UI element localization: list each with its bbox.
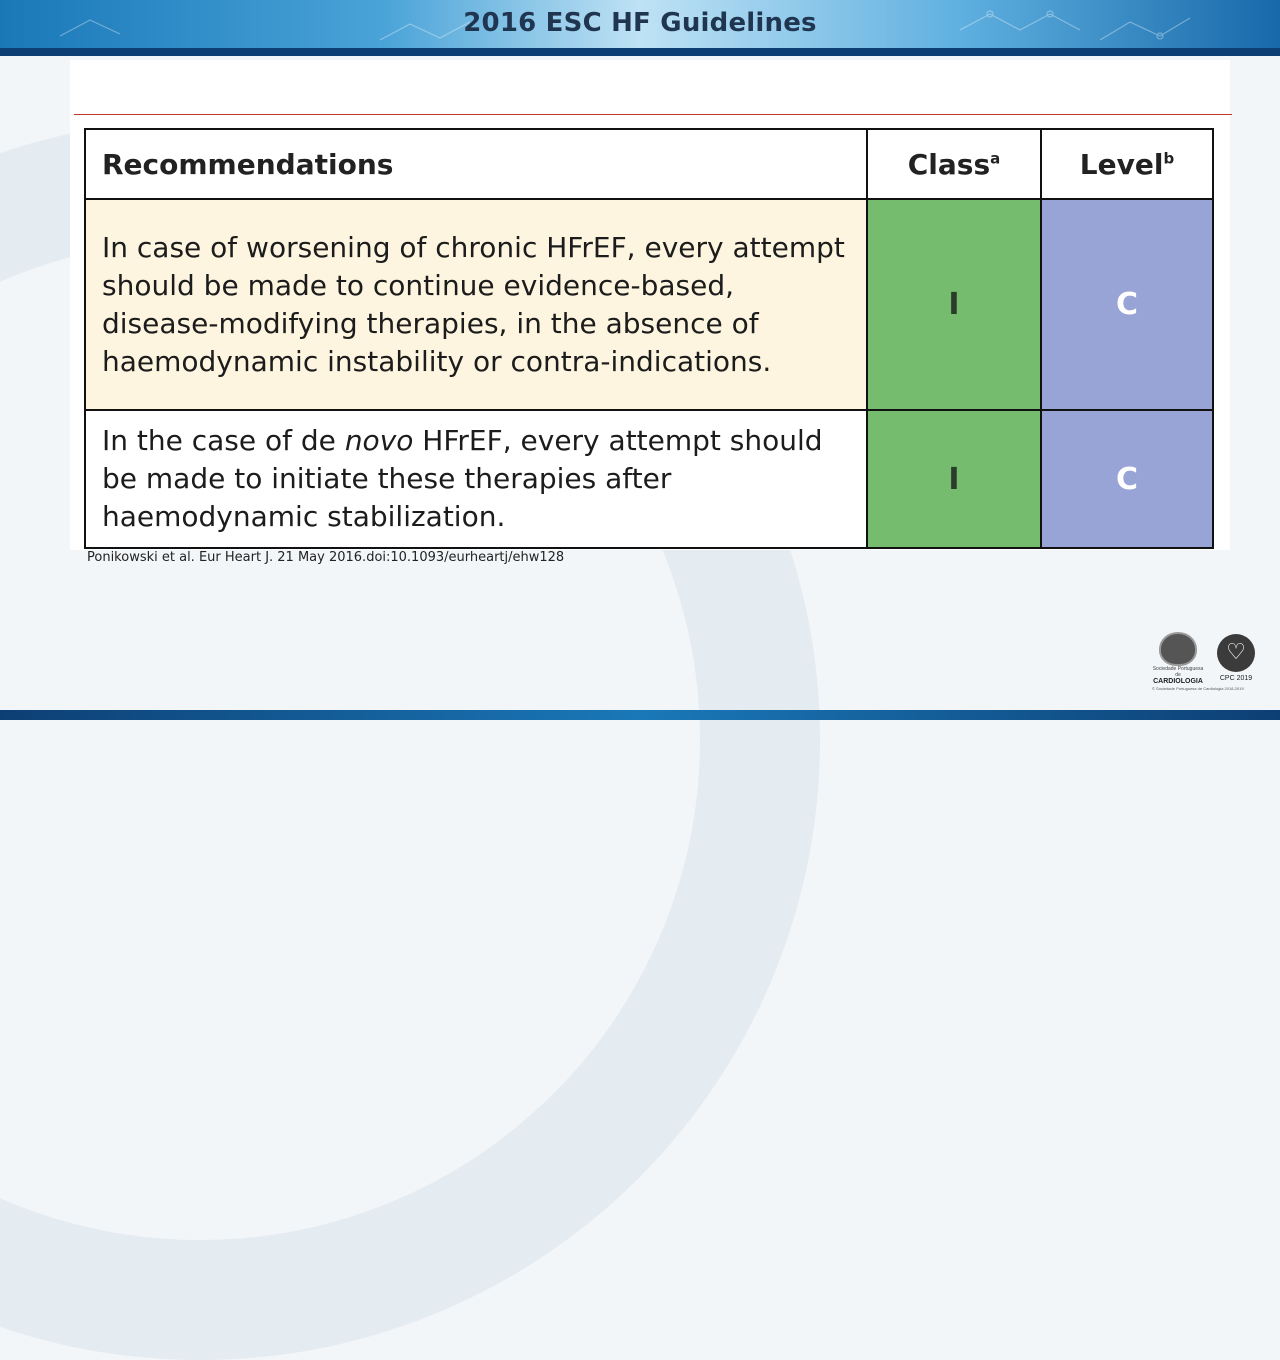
recommendation-text [85, 410, 867, 548]
table-row [85, 199, 1213, 410]
header-class-superscript: a [990, 149, 1001, 168]
header-class [867, 129, 1041, 199]
header-class-label: Class [907, 147, 991, 181]
divider-line [74, 114, 1232, 115]
spc-logo-name: CARDIOLOGIA [1153, 678, 1203, 685]
header-level [1041, 129, 1213, 199]
spc-logo-subtitle: Sociedade Portuguesa de [1152, 666, 1204, 678]
header-bar [0, 0, 1280, 56]
page-title: 2016 ESC HF Guidelines [463, 8, 817, 38]
recommendation-text-part: In the case of de [102, 424, 345, 457]
footer-bar [0, 710, 1280, 720]
class-cell: I [867, 199, 1041, 410]
recommendation-text-part: HFrEF, every attempt should be made to initiate these therapies after haemodynamic stabilization. [102, 424, 823, 533]
header-recommendations: Recommendations [85, 129, 867, 199]
cpc-logo-name: CPC 2019 [1219, 675, 1253, 682]
spc-logo [1150, 632, 1206, 685]
recommendation-text-italic: novo [344, 424, 414, 457]
header-level-label: Level [1079, 147, 1164, 181]
level-cell: C [1041, 199, 1213, 410]
heart-logo-icon [1159, 632, 1197, 666]
citation: Ponikowski et al. Eur Heart J. 21 May 2016.doi:10.1093/eurheartj/ehw128 [87, 550, 565, 565]
cpc-heart-icon: ♡ [1217, 634, 1255, 672]
cpc-logo [1214, 634, 1258, 682]
class-cell: I [867, 410, 1041, 548]
header-strip [0, 48, 1280, 56]
logo-footer-text: © Sociedade Portuguesa de Cardiologia 2018-2019 [1152, 686, 1244, 691]
table-row [85, 410, 1213, 548]
recommendations-table [84, 128, 1214, 549]
level-cell: C [1041, 410, 1213, 548]
table-header-row [85, 129, 1213, 199]
recommendation-text: In case of worsening of chronic HFrEF, every attempt should be made to continue evidence-based, disease-modifying therapies, in the absence of haemodynamic instability or contra-indications. [85, 199, 867, 410]
header-level-superscript: b [1163, 149, 1175, 168]
